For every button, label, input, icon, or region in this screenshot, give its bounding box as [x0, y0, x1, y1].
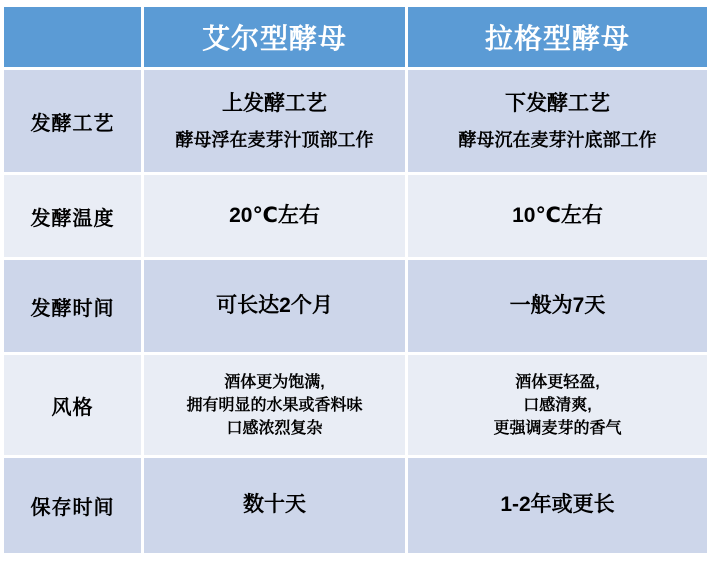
cell-ale-style [144, 355, 405, 455]
cell-line: 酒体更轻盈, [515, 373, 600, 391]
cell-line: 酒体更为饱满, [224, 373, 325, 391]
cell-line: 口感清爽, [523, 396, 592, 414]
row-label: 发酵工艺 [4, 70, 141, 172]
cell-main-text: 1-2年或更长 [500, 493, 615, 517]
cell-sub-text: 酵母沉在麦芽汁底部工作 [458, 129, 657, 150]
cell-main-text: 上发酵工艺 [222, 91, 327, 115]
yeast-comparison-slide [0, 4, 713, 561]
cell-lager-storage [408, 458, 707, 553]
cell-sub-text: 酵母浮在麦芽汁顶部工作 [175, 129, 374, 150]
cell-main-text: 一般为7天 [509, 293, 606, 317]
row-label: 发酵时间 [4, 260, 141, 352]
cell-line: 更强调麦芽的香气 [493, 419, 622, 437]
cell-ale-storage [144, 458, 405, 553]
cell-ale-time [144, 260, 405, 352]
header-cell-lager: 拉格型酵母 [408, 7, 707, 67]
cell-main-text: 下发酵工艺 [505, 91, 610, 115]
cell-main-text: 20℃左右 [229, 203, 320, 227]
row-style [4, 355, 707, 455]
cell-main-text: 数十天 [243, 493, 306, 517]
cell-main-text: 可长达2个月 [216, 293, 333, 317]
header-row [4, 7, 707, 67]
comparison-table [1, 4, 710, 556]
corner-cell [4, 7, 141, 67]
cell-lager-process [408, 70, 707, 172]
cell-lager-style [408, 355, 707, 455]
row-label: 发酵温度 [4, 175, 141, 257]
cell-lager-temperature [408, 175, 707, 257]
row-label: 风格 [4, 355, 141, 455]
cell-ale-temperature [144, 175, 405, 257]
row-fermentation-time [4, 260, 707, 352]
cell-line: 拥有明显的水果或香料味 [186, 396, 363, 414]
cell-main-text: 10℃左右 [512, 203, 603, 227]
row-fermentation-process [4, 70, 707, 172]
cell-line: 口感浓烈复杂 [226, 419, 323, 437]
row-storage-time [4, 458, 707, 553]
row-fermentation-temperature [4, 175, 707, 257]
header-cell-ale: 艾尔型酵母 [144, 7, 405, 67]
cell-lager-time [408, 260, 707, 352]
cell-ale-process [144, 70, 405, 172]
row-label: 保存时间 [4, 458, 141, 553]
